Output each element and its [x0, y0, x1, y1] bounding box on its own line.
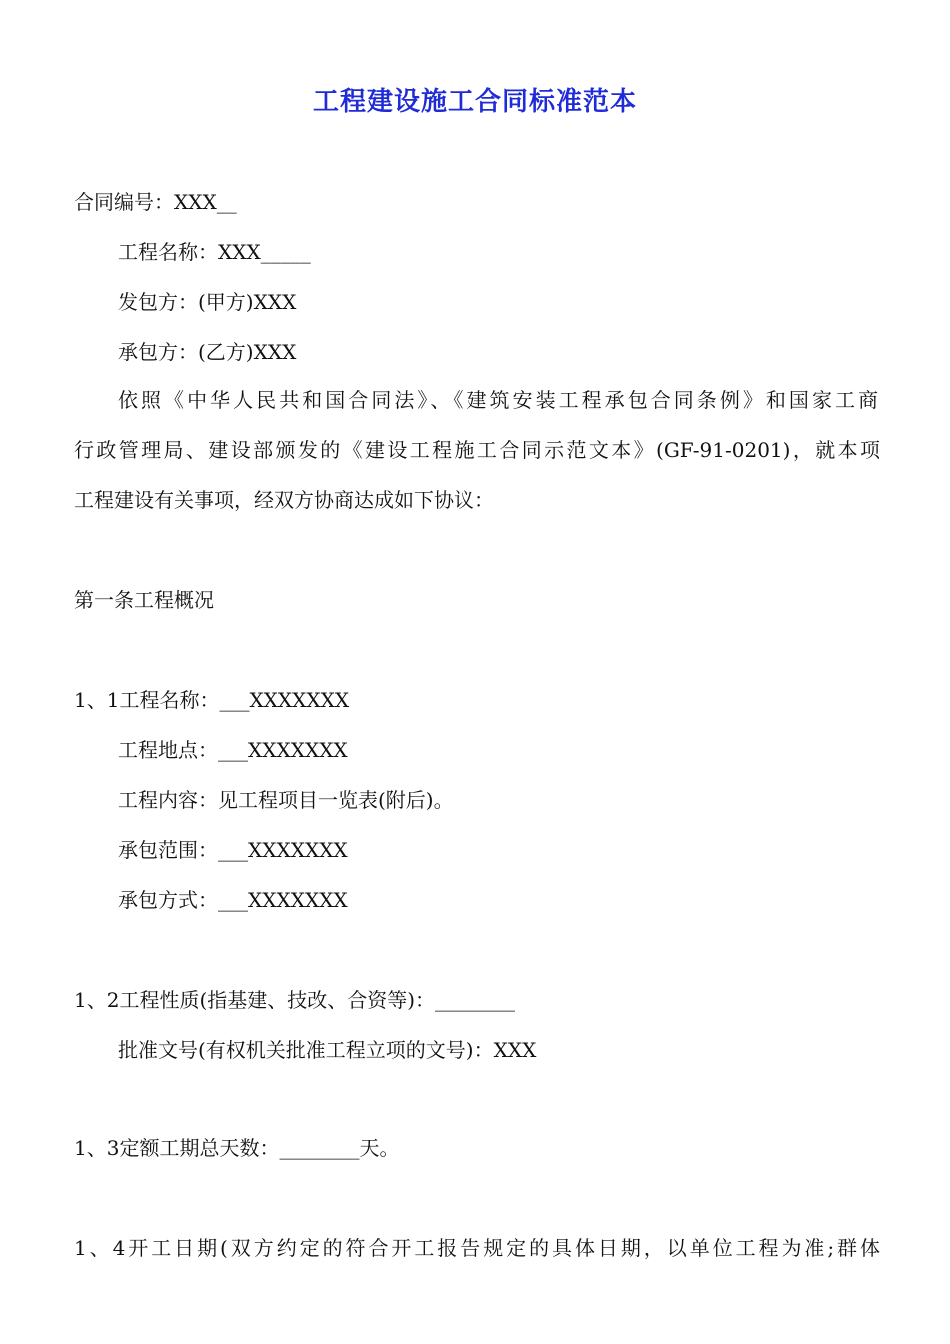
project-content-line: 工程内容：见工程项目一览表(附后)。: [118, 788, 454, 812]
document-title: 工程建设施工合同标准范本: [312, 87, 637, 117]
preamble-line-2: 行政管理局、建设部颁发的《建设工程施工合同示范文本》(GF-91-0201)，就本项: [74, 438, 880, 462]
project-name-line: 工程名称：XXX_____: [118, 240, 311, 264]
contractor-line: 承包方：(乙方)XXX: [118, 340, 297, 364]
section-heading-1: 第一条工程概况: [74, 588, 214, 612]
preamble-line-1: 依照《中华人民共和国合同法》、《建筑安装工程承包合同条例》和国家工商: [118, 388, 878, 412]
clause-1-2-line: 1、2工程性质(指基建、技改、合资等)：________: [74, 988, 516, 1012]
clause-1-1-line: 1、1工程名称：___XXXXXXX: [74, 688, 350, 712]
contract-scope-line: 承包范围：___XXXXXXX: [118, 838, 348, 862]
clause-1-4-line: 1、4开工日期(双方约定的符合开工报告规定的具体日期，以单位工程为准;群体: [74, 1236, 880, 1260]
contract-method-line: 承包方式：___XXXXXXX: [118, 888, 348, 912]
project-location-line: 工程地点：___XXXXXXX: [118, 738, 348, 762]
approval-document-line: 批准文号(有权机关批准工程立项的文号)：XXX: [118, 1038, 537, 1062]
contract-number-line: 合同编号：XXX__: [74, 190, 237, 214]
clause-1-3-line: 1、3定额工期总天数：________天。: [74, 1136, 400, 1160]
preamble-line-3: 工程建设有关事项，经双方协商达成如下协议：: [74, 488, 494, 512]
employer-line: 发包方：(甲方)XXX: [118, 290, 297, 314]
